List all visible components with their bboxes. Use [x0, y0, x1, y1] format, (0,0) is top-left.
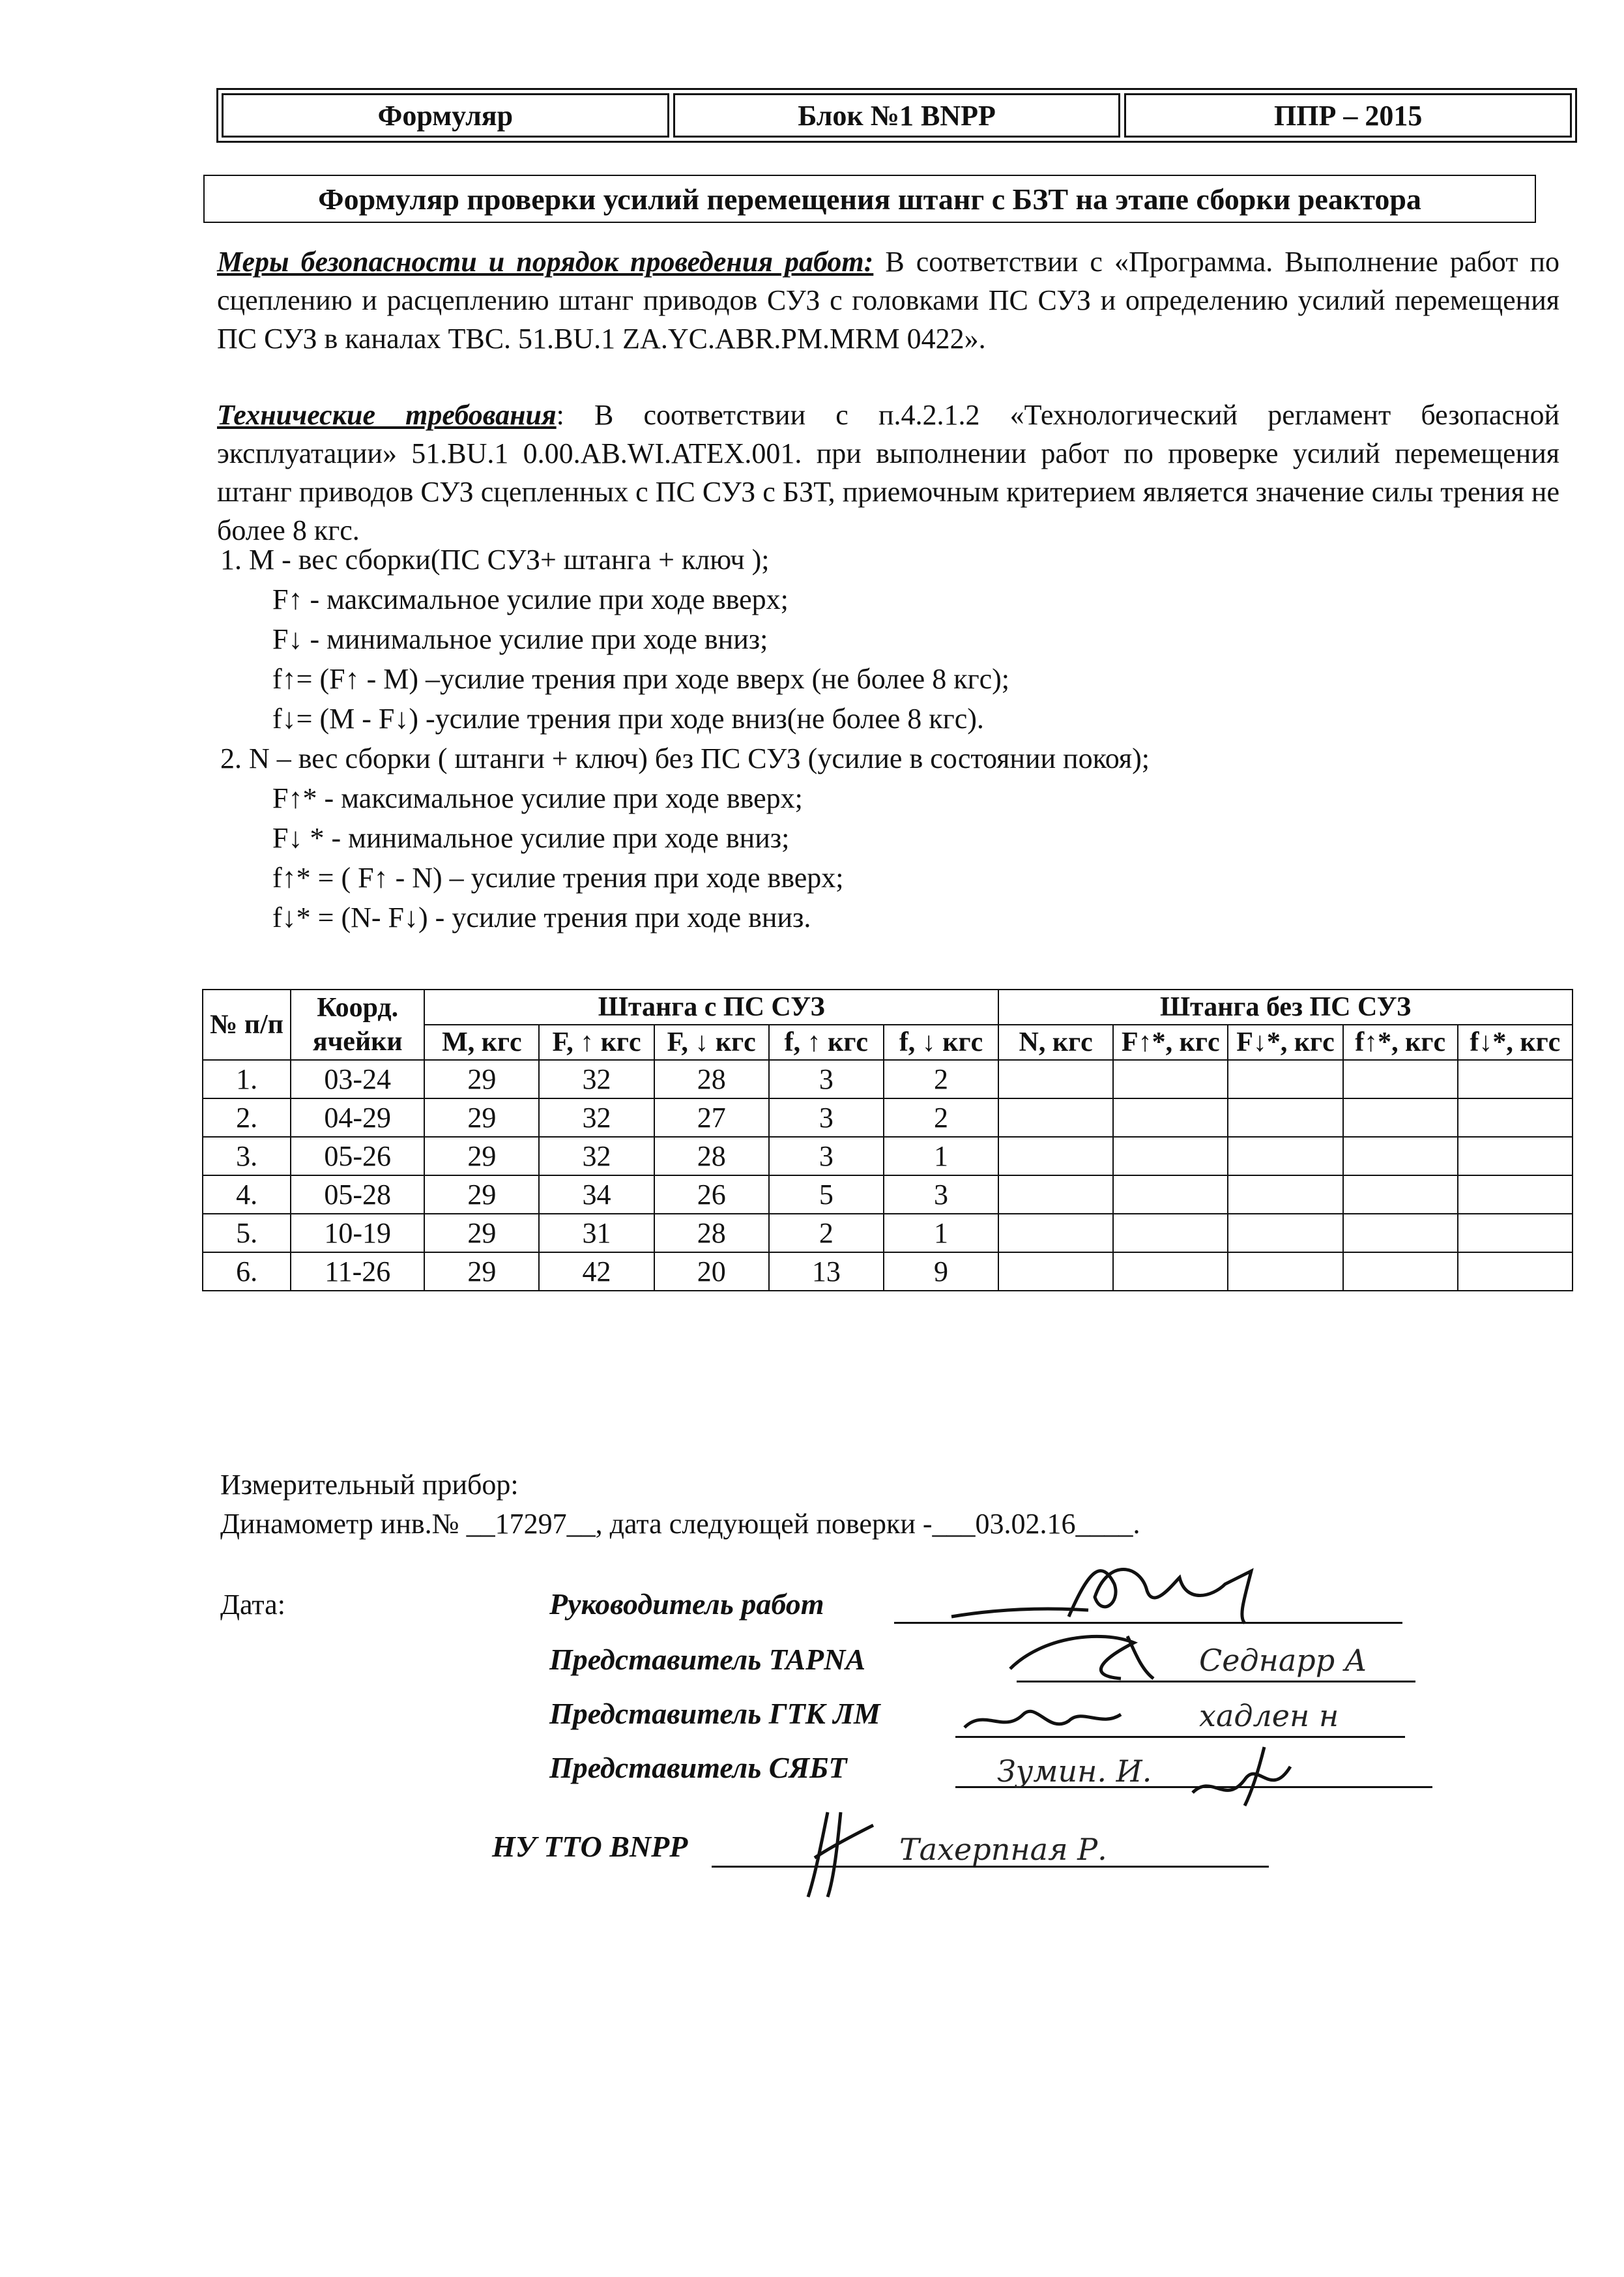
table-cell	[1113, 1060, 1228, 1098]
table-cell	[1343, 1060, 1458, 1098]
table-cell: 29	[424, 1175, 539, 1214]
document-header	[216, 88, 1577, 143]
instrument-line: Динамометр инв.№ __17297__, дата следующей поверки -___03.02.16____.	[220, 1508, 1140, 1540]
table-cell: 2	[769, 1214, 884, 1252]
table-cell: 3	[769, 1098, 884, 1137]
table-row	[203, 1252, 1573, 1291]
table-cell	[1113, 1098, 1228, 1137]
table-cell: 2	[884, 1098, 998, 1137]
signature-label-supervisor: Руководитель работ	[549, 1587, 824, 1621]
safety-text: В соответствии с «Программа. Выполнение работ по сцеплению и расцеплению штанг приводов СУЗ с головками ПС СУЗ и определению усилий перемещения ПС СУЗ в каналах ТВС. 51.BU.1 ZA.YC.ABR.PM.MRM 0422».	[217, 246, 1560, 355]
col-coord-header: Коорд. ячейки	[291, 990, 424, 1060]
table-cell	[1228, 1175, 1342, 1214]
table-cell: 31	[539, 1214, 654, 1252]
col-number-header: № п/п	[203, 990, 291, 1060]
table-cell: 1	[884, 1214, 998, 1252]
table-cell	[1343, 1098, 1458, 1137]
header-unit: Блок №1 BNPP	[673, 93, 1121, 138]
table-cell	[998, 1214, 1113, 1252]
handwritten-signature	[1004, 1617, 1193, 1688]
table-cell: 05-28	[291, 1175, 424, 1214]
table-cell: 29	[424, 1214, 539, 1252]
instrument-label: Измерительный прибор:	[220, 1469, 519, 1501]
col-header: f↑*, кгс	[1343, 1025, 1458, 1060]
table-cell	[1113, 1252, 1228, 1291]
handwritten-signature	[958, 1688, 1140, 1747]
col-header: f↓*, кгс	[1458, 1025, 1573, 1060]
table-cell: 2.	[203, 1098, 291, 1137]
tech-text: : В соответствии с п.4.2.1.2 «Технологический регламент безопасной эксплуатации» 51.BU.1 0.00.AB.WI.ATEX.001. при выполнении работ по проверке усилий перемещения штанг приводов СУЗ сцепленных с ПС СУЗ с БЗТ, приемочным критерием является значение силы трения не более 8 кгс.	[217, 399, 1560, 546]
table-cell: 3.	[203, 1137, 291, 1175]
definition-6: 2. N – вес сборки ( штанги + ключ) без ПС СУЗ (усилие в состоянии покоя);	[220, 742, 1150, 774]
handwritten-name-head: Тахерпная Р.	[899, 1832, 1107, 1867]
signature-label-head: НУ ТТО BNPP	[492, 1830, 688, 1863]
table-cell	[1458, 1098, 1573, 1137]
definition-10: f↓* = (N- F↓) - усилие трения при ходе вниз.	[272, 902, 811, 933]
definition-2: F↑ - максимальное усилие при ходе вверх;	[272, 583, 789, 615]
table-cell: 34	[539, 1175, 654, 1214]
table-cell: 42	[539, 1252, 654, 1291]
table-row	[203, 1060, 1573, 1098]
table-cell: 4.	[203, 1175, 291, 1214]
table-cell: 28	[654, 1060, 769, 1098]
table-cell	[1458, 1137, 1573, 1175]
table-cell	[998, 1175, 1113, 1214]
definition-1: 1. M - вес сборки(ПС СУЗ+ штанга + ключ );	[220, 544, 770, 576]
table-cell	[998, 1060, 1113, 1098]
table-cell	[1343, 1175, 1458, 1214]
safety-paragraph	[217, 242, 1559, 358]
document-title: Формуляр проверки усилий перемещения штанг с БЗТ на этапе сборки реактора	[203, 175, 1536, 223]
table-cell	[998, 1252, 1113, 1291]
definition-9: f↑* = ( F↑ - N) – усилие трения при ходе вверх;	[272, 862, 844, 894]
col-header: M, кгс	[424, 1025, 539, 1060]
table-cell: 11-26	[291, 1252, 424, 1291]
header-form-type: Формуляр	[222, 93, 669, 138]
definition-8: F↓ * - минимальное усилие при ходе вниз;	[272, 822, 790, 854]
table-cell	[1228, 1098, 1342, 1137]
table-cell: 29	[424, 1137, 539, 1175]
table-cell	[998, 1137, 1113, 1175]
table-row	[203, 1098, 1573, 1137]
table-cell	[1343, 1214, 1458, 1252]
table-cell: 28	[654, 1214, 769, 1252]
table-row	[203, 1137, 1573, 1175]
table-cell: 27	[654, 1098, 769, 1137]
table-cell: 2	[884, 1060, 998, 1098]
table-cell: 29	[424, 1098, 539, 1137]
handwritten-signature	[789, 1806, 880, 1903]
table-cell	[1343, 1137, 1458, 1175]
handwritten-signature	[1186, 1741, 1303, 1812]
table-row	[203, 1175, 1573, 1214]
definition-4: f↑= (F↑ - M) –усилие трения при ходе вверх (не более 8 кгс);	[272, 663, 1010, 695]
table-cell: 3	[769, 1137, 884, 1175]
col-header: f, ↓ кгс	[884, 1025, 998, 1060]
table-cell: 20	[654, 1252, 769, 1291]
col-header: N, кгс	[998, 1025, 1113, 1060]
table-cell: 32	[539, 1098, 654, 1137]
table-cell: 3	[769, 1060, 884, 1098]
signature-label-syabt: Представитель СЯБТ	[549, 1751, 847, 1784]
tech-lead: Технические требования	[217, 399, 557, 431]
measurement-table	[202, 989, 1573, 1291]
handwritten-name-tapna: Седнарр А	[1199, 1643, 1367, 1678]
table-cell	[1228, 1137, 1342, 1175]
table-cell: 32	[539, 1060, 654, 1098]
table-cell: 9	[884, 1252, 998, 1291]
table-cell: 1.	[203, 1060, 291, 1098]
table-cell	[1458, 1214, 1573, 1252]
table-cell: 3	[884, 1175, 998, 1214]
handwritten-name-syabt: Зумин. И.	[997, 1754, 1152, 1789]
table-cell	[1228, 1214, 1342, 1252]
col-header: F, ↑ кгс	[539, 1025, 654, 1060]
signature-label-tapna: Представитель TAPNA	[549, 1643, 866, 1676]
table-cell: 29	[424, 1252, 539, 1291]
table-cell	[1113, 1137, 1228, 1175]
table-cell	[998, 1098, 1113, 1137]
table-cell	[1458, 1175, 1573, 1214]
table-body	[203, 1060, 1573, 1291]
table-cell: 5.	[203, 1214, 291, 1252]
definition-5: f↓= (M - F↓) -усилие трения при ходе вниз(не более 8 кгс).	[272, 703, 984, 735]
table-row	[203, 1214, 1573, 1252]
table-cell	[1113, 1175, 1228, 1214]
table-cell: 05-26	[291, 1137, 424, 1175]
col-header: F, ↓ кгс	[654, 1025, 769, 1060]
handwritten-name-gtk: хадлен н	[1199, 1698, 1339, 1733]
table-cell: 6.	[203, 1252, 291, 1291]
header-ppr: ППР – 2015	[1124, 93, 1572, 138]
table-cell: 32	[539, 1137, 654, 1175]
col-header: F↓*, кгс	[1228, 1025, 1342, 1060]
table-cell	[1458, 1252, 1573, 1291]
table-cell: 1	[884, 1137, 998, 1175]
definition-7: F↑* - максимальное усилие при ходе вверх;	[272, 782, 803, 814]
table-cell: 13	[769, 1252, 884, 1291]
table-cell	[1228, 1060, 1342, 1098]
table-cell: 04-29	[291, 1098, 424, 1137]
date-label: Дата:	[220, 1589, 285, 1621]
table-cell: 26	[654, 1175, 769, 1214]
table-cell: 28	[654, 1137, 769, 1175]
table-cell: 03-24	[291, 1060, 424, 1098]
table-cell: 5	[769, 1175, 884, 1214]
table-cell	[1113, 1214, 1228, 1252]
table-cell: 10-19	[291, 1214, 424, 1252]
group-without-ps-header: Штанга без ПС СУЗ	[998, 990, 1573, 1025]
table-cell	[1343, 1252, 1458, 1291]
col-header: F↑*, кгс	[1113, 1025, 1228, 1060]
safety-lead: Меры безопасности и порядок проведения работ:	[217, 246, 874, 278]
group-with-ps-header: Штанга с ПС СУЗ	[424, 990, 998, 1025]
table-cell	[1228, 1252, 1342, 1291]
col-header: f, ↑ кгс	[769, 1025, 884, 1060]
table-cell	[1458, 1060, 1573, 1098]
signature-label-gtk: Представитель ГТК ЛМ	[549, 1697, 880, 1730]
tech-paragraph	[217, 396, 1559, 550]
table-cell: 29	[424, 1060, 539, 1098]
definition-3: F↓ - минимальное усилие при ходе вниз;	[272, 623, 768, 655]
